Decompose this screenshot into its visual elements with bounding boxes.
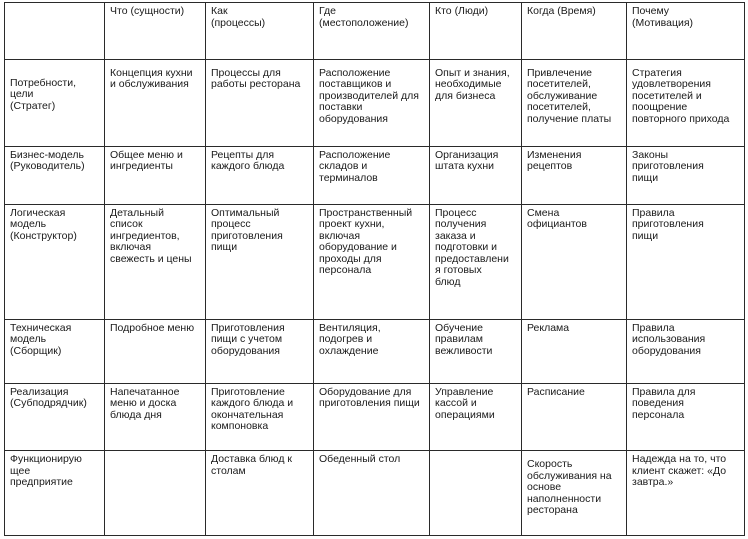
table-cell: Изменения рецептов bbox=[522, 146, 627, 204]
header-who: Кто (Люди) bbox=[430, 3, 522, 60]
table-cell: Доставка блюд к столам bbox=[206, 451, 314, 536]
table-cell bbox=[430, 451, 522, 536]
table-cell: Концепция кухни и обслуживания bbox=[105, 59, 206, 146]
table-cell: Привлечение посетителей, обслуживание посетителей, получение платы bbox=[522, 59, 627, 146]
table-cell: Процессы для работы ресторана bbox=[206, 59, 314, 146]
row-label-manager: Бизнес-модель (Руководитель) bbox=[5, 146, 105, 204]
table-row-subcontractor bbox=[5, 383, 745, 450]
header-where: Где (местоположение) bbox=[314, 3, 430, 60]
table-cell: Пространственный проект кухни, включая оборудование и проходы для персонала bbox=[314, 204, 430, 319]
table-cell: Управление кассой и операциями bbox=[430, 383, 522, 450]
table-row-manager bbox=[5, 146, 745, 204]
header-corner-cell bbox=[5, 3, 105, 60]
header-why: Почему (Мотивация) bbox=[627, 3, 745, 60]
table-cell: Подробное меню bbox=[105, 319, 206, 383]
row-label-designer: Логическая модель (Конструктор) bbox=[5, 204, 105, 319]
table-cell: Рецепты для каждого блюда bbox=[206, 146, 314, 204]
row-label-subcontractor: Реализация (Субподрядчик) bbox=[5, 383, 105, 450]
table-cell: Реклама bbox=[522, 319, 627, 383]
table-cell: Обучение правилам вежливости bbox=[430, 319, 522, 383]
table-cell: Расположение поставщиков и производителей для поставки оборудования bbox=[314, 59, 430, 146]
table-cell: Правила использования оборудования bbox=[627, 319, 745, 383]
table-cell: Общее меню и ингредиенты bbox=[105, 146, 206, 204]
table-row-builder bbox=[5, 319, 745, 383]
table-cell: Расписание bbox=[522, 383, 627, 450]
table-cell: Правила для поведения персонала bbox=[627, 383, 745, 450]
table-row-designer bbox=[5, 204, 745, 319]
table-cell: Оптимальный процесс приготовления пищи bbox=[206, 204, 314, 319]
table-cell: Смена официантов bbox=[522, 204, 627, 319]
table-cell: Расположение складов и терминалов bbox=[314, 146, 430, 204]
table-cell: Приготовления пищи с учетом оборудования bbox=[206, 319, 314, 383]
table-cell: Вентиляция, подогрев и охлаждение bbox=[314, 319, 430, 383]
table-cell: Стратегия удовлетворения посетителей и поощрение повторного прихода bbox=[627, 59, 745, 146]
zachman-table bbox=[4, 2, 745, 536]
row-label-strategist: Потребности, цели (Стратег) bbox=[5, 59, 105, 146]
table-cell: Опыт и знания, необходимые для бизнеса bbox=[430, 59, 522, 146]
table-row-strategist bbox=[5, 59, 745, 146]
table-cell: Законы приготовления пищи bbox=[627, 146, 745, 204]
table-cell: Приготовление каждого блюда и окончательная компоновка bbox=[206, 383, 314, 450]
header-how: Как (процессы) bbox=[206, 3, 314, 60]
row-label-enterprise: Функционирую щее предприятие bbox=[5, 451, 105, 536]
table-cell: Надежда на то, что клиент скажет: «До завтра.» bbox=[627, 451, 745, 536]
row-label-builder: Техническая модель (Сборщик) bbox=[5, 319, 105, 383]
header-row bbox=[5, 3, 745, 60]
table-row-enterprise bbox=[5, 451, 745, 536]
table-cell: Правила приготовления пищи bbox=[627, 204, 745, 319]
header-what: Что (сущности) bbox=[105, 3, 206, 60]
table-cell: Оборудование для приготовления пищи bbox=[314, 383, 430, 450]
table-cell: Процесс получения заказа и подготовки и предоставлени я готовых блюд bbox=[430, 204, 522, 319]
table-cell: Напечатанное меню и доска блюда дня bbox=[105, 383, 206, 450]
table-cell bbox=[105, 451, 206, 536]
table-cell: Скорость обслуживания на основе наполненности ресторана bbox=[522, 451, 627, 536]
table-cell: Организация штата кухни bbox=[430, 146, 522, 204]
header-when: Когда (Время) bbox=[522, 3, 627, 60]
table-cell: Детальный список ингредиентов, включая свежесть и цены bbox=[105, 204, 206, 319]
table-cell: Обеденный стол bbox=[314, 451, 430, 536]
